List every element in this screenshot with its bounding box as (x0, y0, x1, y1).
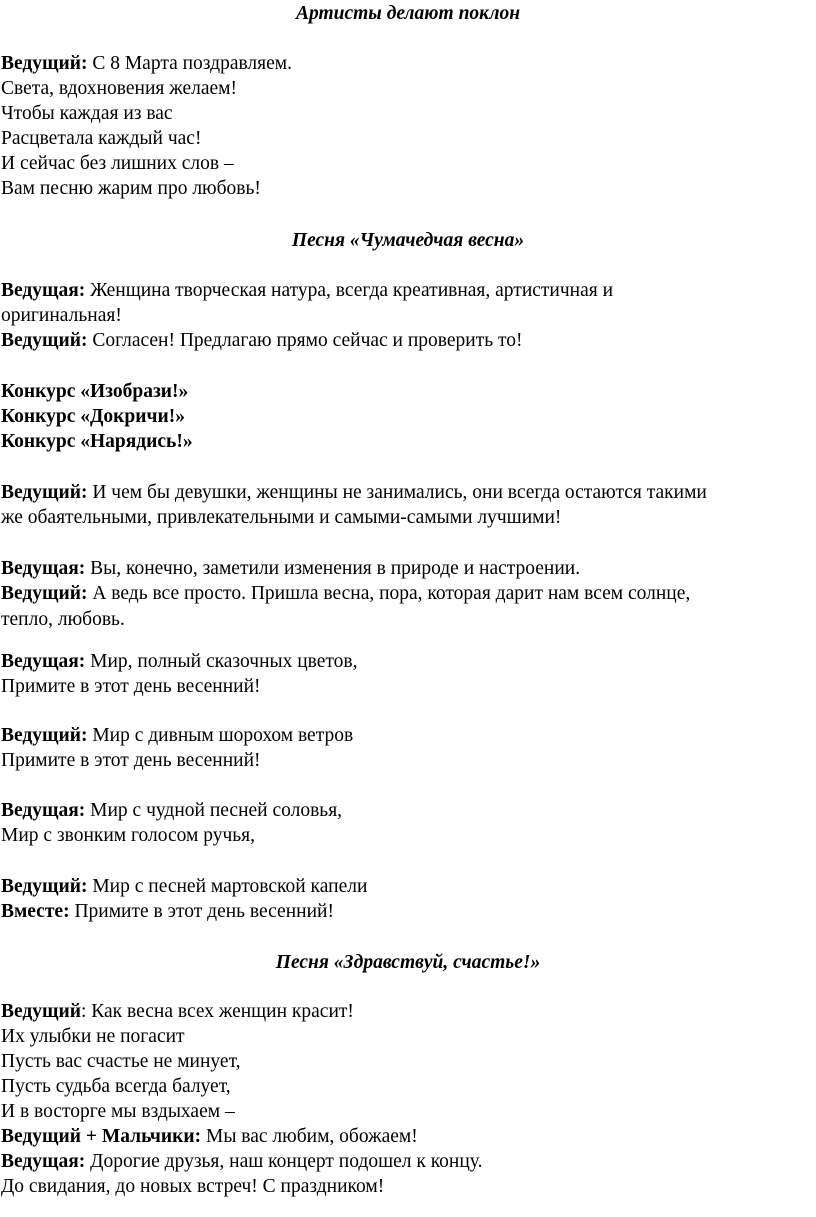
heading-song-1: Песня «Чумачедчая весна» (291, 230, 525, 251)
speech-line (1, 1000, 354, 1024)
speech-line (1, 1150, 482, 1174)
speech-text: Мир, полный сказочных цветов, (85, 651, 358, 672)
speaker-label: Ведущий: (1, 583, 88, 604)
speech-line-continued: тепло, любовь. (1, 609, 125, 630)
speech-line (1, 582, 690, 606)
verse-line: До свидания, до новых встреч! С праздником! (1, 1176, 385, 1197)
speech-text: Мир с дивным шорохом ветров (87, 725, 354, 746)
verse-line: Мир с звонким голосом ручья, (1, 825, 256, 846)
verse-line: Пусть судьба всегда балует, (1, 1076, 231, 1097)
speech-line (1, 724, 353, 748)
verse-line: Чтобы каждая из вас (1, 103, 173, 124)
verse-line: Примите в этот день весенний! (1, 750, 261, 771)
verse-line: И в восторге мы вздыхаем – (1, 1101, 235, 1122)
speech-text: А ведь все просто. Пришла весна, пора, которая дарит нам всем солнце, (87, 583, 691, 604)
contest-item: Конкурс «Изобрази!» (1, 381, 189, 402)
speech-line (1, 52, 292, 76)
verse-line: Пусть вас счастье не минует, (1, 1051, 241, 1072)
verse-line: Расцветала каждый час! (1, 128, 202, 149)
speech-line (1, 279, 613, 303)
verse-line: И сейчас без лишних слов – (1, 153, 234, 174)
speech-line-continued: же обаятельными, привлекательными и самыми-самыми лучшими! (1, 507, 562, 528)
speech-line (1, 481, 707, 505)
contest-item: Конкурс «Нарядись!» (1, 431, 193, 452)
speaker-label: Ведущий: (1, 876, 88, 897)
speech-line (1, 875, 367, 899)
speaker-label: Ведущая: (1, 651, 86, 672)
speech-line-continued: оригинальная! (1, 305, 122, 326)
speaker-label: Ведущий: (1, 725, 88, 746)
speaker-label: Ведущий + Мальчики: (1, 1126, 202, 1147)
verse-line: Света, вдохновения желаем! (1, 78, 237, 99)
speech-line (1, 1125, 418, 1149)
contest-item: Конкурс «Докричи!» (1, 406, 185, 427)
speech-text: Мир с чудной песней соловья, (85, 800, 343, 821)
speech-line (1, 557, 580, 581)
speech-text: Мы вас любим, обожаем! (201, 1126, 418, 1147)
verse-line: Их улыбки не погасит (1, 1026, 185, 1047)
speaker-label: Ведущий (1, 1001, 81, 1022)
speech-text: И чем бы девушки, женщины не занимались, они всегда остаются такими (87, 482, 707, 503)
speech-line (1, 650, 358, 674)
speaker-label: Ведущий: (1, 330, 88, 351)
verse-line: Вам песню жарим про любовь! (1, 178, 261, 199)
speech-text: Примите в этот день весенний! (69, 901, 334, 922)
speech-line (1, 799, 342, 823)
speaker-label: Ведущая: (1, 280, 86, 301)
speaker-label: Ведущая: (1, 800, 86, 821)
speaker-label: Ведущий: (1, 53, 88, 74)
speech-text: Мир с песней мартовской капели (87, 876, 368, 897)
speech-line (1, 329, 523, 353)
speech-text: Согласен! Предлагаю прямо сейчас и проверить то! (87, 330, 523, 351)
speech-text: : Как весна всех женщин красит! (80, 1001, 354, 1022)
heading-song-2: Песня «Здравствуй, счастье!» (275, 952, 541, 973)
speaker-label: Ведущая: (1, 558, 86, 579)
speech-text: Дорогие друзья, наш концерт подошел к концу. (85, 1151, 483, 1172)
speaker-label: Ведущая: (1, 1151, 86, 1172)
speaker-label: Вместе: (1, 901, 70, 922)
speech-text: Женщина творческая натура, всегда креативная, артистичная и (85, 280, 614, 301)
speech-text: С 8 Марта поздравляем. (87, 53, 292, 74)
verse-line: Примите в этот день весенний! (1, 676, 261, 697)
speech-text: Вы, конечно, заметили изменения в природе и настроении. (85, 558, 581, 579)
heading-artists-bow: Артисты делают поклон (295, 3, 521, 24)
speech-line (1, 900, 334, 924)
speaker-label: Ведущий: (1, 482, 88, 503)
